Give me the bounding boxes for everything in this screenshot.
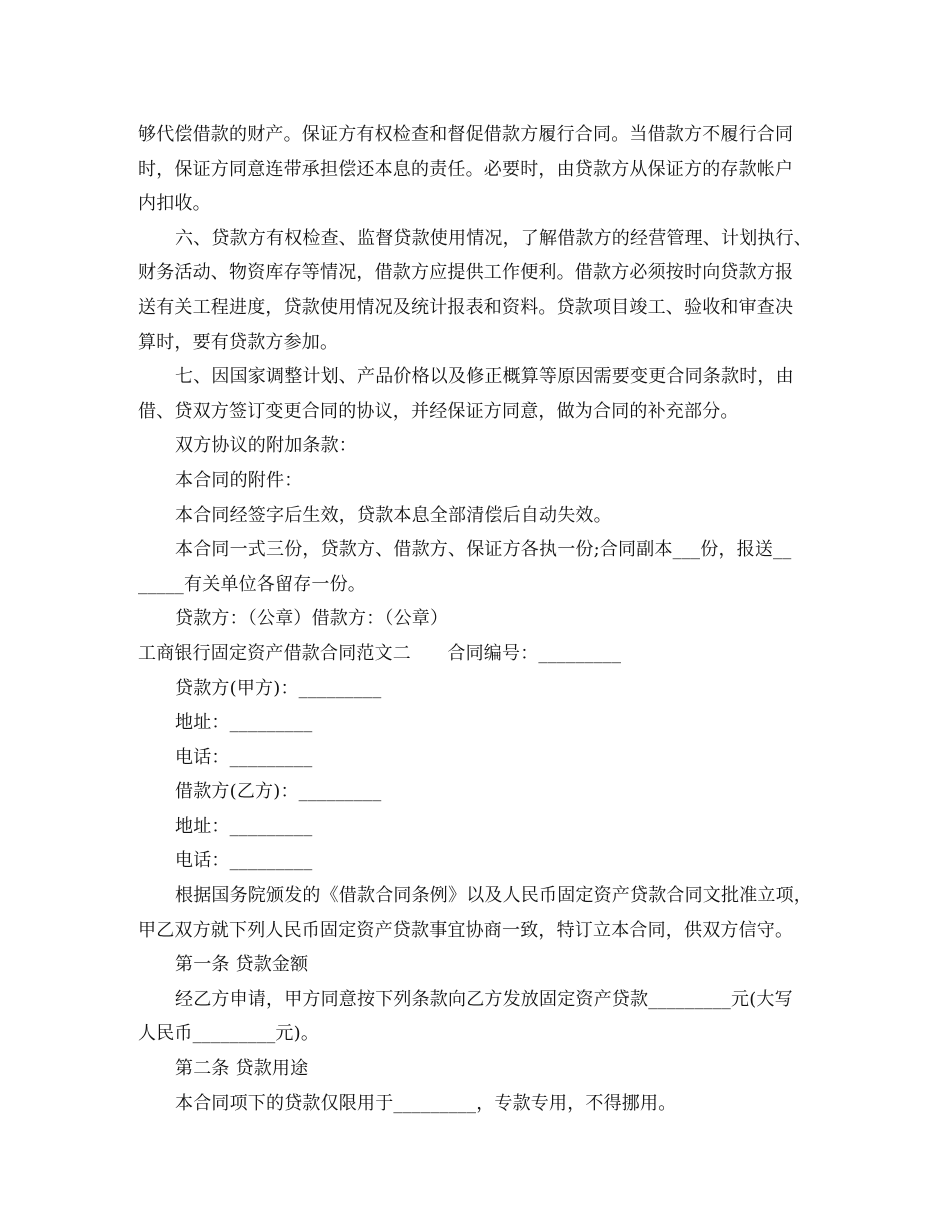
text-line: 甲乙双方就下列人民币固定资产贷款事宜协商一致，特订立本合同，供双方信守。 <box>138 919 794 941</box>
text-line: 根据国务院颁发的《借款合同条例》以及人民币固定资产贷款合同文批准立项， <box>175 885 812 907</box>
text-line: 贷款方：（公章）借款方：（公章） <box>175 608 449 630</box>
text-line: 时，保证方同意连带承担偿还本息的责任。必要时，由贷款方从保证方的存款帐户 <box>138 158 794 180</box>
text-line: 贷款方(甲方)：_________ <box>175 677 382 699</box>
text-line: 本合同经签字后生效，贷款本息全部清偿后自动失效。 <box>175 504 612 526</box>
text-line: 电话：_________ <box>175 746 313 768</box>
text-line: 电话：_________ <box>175 850 313 872</box>
text-line: 双方协议的附加条款： <box>175 435 357 457</box>
text-line: 六、贷款方有权检查、监督贷款使用情况，了解借款方的经营管理、计划执行、 <box>175 227 812 249</box>
text-line: 够代偿借款的财产。保证方有权检查和督促借款方履行合同。当借款方不履行合同 <box>138 124 794 145</box>
text-line: 七、因国家调整计划、产品价格以及修正概算等原因需要变更合同条款时，由 <box>175 366 794 388</box>
text-line: 人民币_________元)。 <box>138 1023 320 1045</box>
text-line: 借、贷双方签订变更合同的协议，并经保证方同意，做为合同的补充部分。 <box>138 400 739 422</box>
text-line: 本合同的附件： <box>175 469 303 491</box>
text-line: 经乙方申请，甲方同意按下列条款向乙方发放固定资产贷款_________元(大写 <box>175 988 793 1010</box>
text-line: 本合同一式三份，贷款方、借款方、保证方各执一份;合同副本___份，报送__ <box>175 539 792 561</box>
text-line: 借款方(乙方)：_________ <box>175 781 382 803</box>
text-line: 内扣收。 <box>138 193 211 215</box>
text-line: 地址：_________ <box>175 712 313 734</box>
text-line: 工商银行固定资产借款合同范文二 合同编号：_________ <box>138 642 622 664</box>
text-line: 第一条 贷款金额 <box>175 954 309 976</box>
text-line: _____有关单位各留存一份。 <box>138 573 366 595</box>
text-line: 送有关工程进度，贷款使用情况及统计报表和资料。贷款项目竣工、验收和审查决 <box>138 296 794 318</box>
text-line: 财务活动、物资库存等情况，借款方应提供工作便利。借款方必须按时向贷款方报 <box>138 262 794 284</box>
text-line: 第二条 贷款用途 <box>175 1058 309 1080</box>
text-line: 地址：_________ <box>175 815 313 837</box>
text-line: 算时，要有贷款方参加。 <box>138 331 339 353</box>
text-line: 本合同项下的贷款仅限用于_________，专款专用，不得挪用。 <box>175 1092 677 1114</box>
document-body <box>138 118 818 1121</box>
